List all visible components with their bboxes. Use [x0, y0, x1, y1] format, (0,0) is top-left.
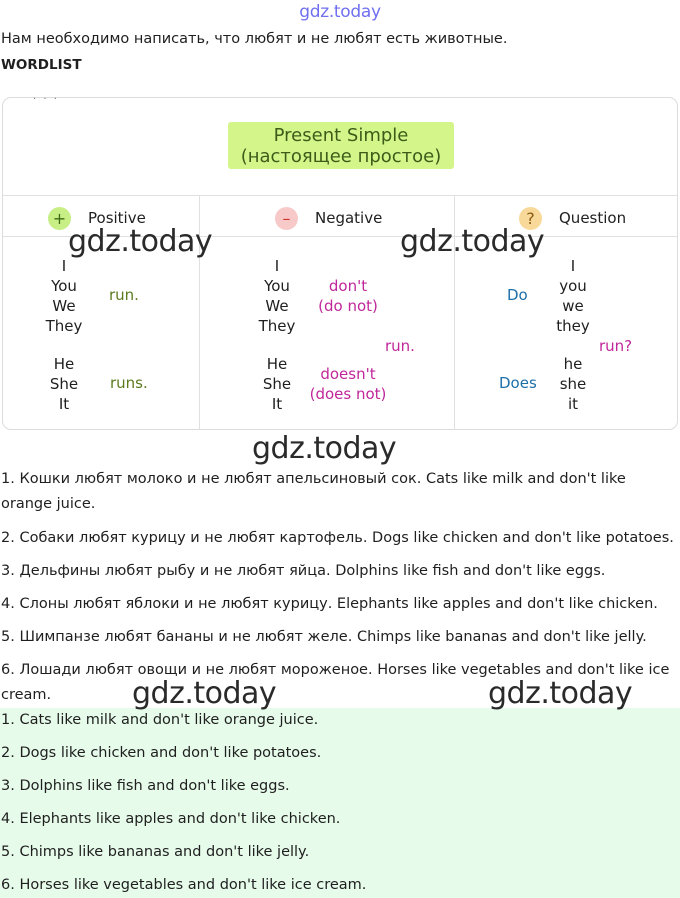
answer-line: 2. Dogs like chicken and don't like potatoes. — [1, 745, 322, 761]
watermark: gdz.today — [488, 676, 633, 711]
pronoun: I — [61, 257, 67, 275]
pronoun: we — [562, 297, 584, 315]
verb-run-question: run? — [599, 337, 633, 355]
aux-doesnt-short: doesn't — [320, 365, 376, 383]
question-label: Question — [559, 209, 627, 227]
pronoun: She — [49, 375, 79, 393]
exercise-line: 1. Кошки любят молоко и не любят апельсиновый сок. Cats like milk and don't like orange juice. — [1, 471, 626, 512]
verb-run: run. — [385, 337, 415, 355]
pronoun: I — [274, 257, 280, 275]
pronoun: you — [559, 277, 587, 295]
exercise-line: 6. Лошади любят овощи и не любят мороженое. Horses like vegetables and don't like ice cream. — [1, 662, 670, 703]
verb-run: run. — [109, 286, 139, 304]
pronoun: We — [52, 297, 76, 315]
watermark: gdz.today — [252, 431, 397, 466]
pronoun: He — [266, 355, 288, 373]
watermark: gdz.today — [132, 676, 277, 711]
grammar-title — [228, 122, 454, 169]
positive-label: Positive — [88, 209, 146, 227]
exercise-line: 4. Слоны любят яблоки и не любят курицу. Elephants like apples and don't like chicken. — [1, 596, 658, 612]
minus-icon: – — [275, 207, 298, 230]
site-header[interactable]: gdz.today — [299, 2, 381, 22]
pronoun: We — [265, 297, 289, 315]
grammar-card — [2, 94, 678, 430]
pronoun: You — [264, 277, 290, 295]
answer-line: 1. Cats like milk and don't like orange juice. — [1, 712, 319, 728]
answer-line: 5. Chimps like bananas and don't like jelly. — [1, 844, 310, 860]
intro-text: Нам необходимо написать, что любят и не любят есть животные. — [1, 31, 508, 47]
plus-icon: + — [48, 207, 71, 230]
question-icon: ? — [519, 207, 542, 230]
pronoun: They — [258, 317, 296, 335]
negative-header — [275, 206, 382, 230]
aux-doesnt-full: (does not) — [309, 385, 387, 403]
grammar-title-line1: Present Simple — [273, 125, 409, 146]
aux-doesnt — [303, 364, 393, 404]
pronoun: She — [262, 375, 292, 393]
answers-block — [0, 708, 680, 898]
aux-dont — [308, 276, 388, 316]
watermark: gdz.today — [68, 224, 213, 259]
verb-runs: runs. — [110, 374, 148, 392]
pronoun: he — [563, 355, 583, 373]
pronoun: It — [58, 395, 70, 413]
aux-do: Do — [507, 286, 528, 304]
watermark: gdz.today — [400, 224, 545, 259]
pronoun: They — [45, 317, 83, 335]
answer-line: 6. Horses like vegetables and don't like ice cream. — [1, 877, 367, 893]
answer-line: 4. Elephants like apples and don't like chicken. — [1, 811, 341, 827]
pronoun: You — [51, 277, 77, 295]
aux-does: Does — [499, 374, 537, 392]
card-dots: · · · — [33, 94, 59, 105]
exercise-line: 3. Дельфины любят рыбу и не любят яйца. Dolphins like fish and don't like eggs. — [1, 563, 606, 579]
pronoun: It — [271, 395, 283, 413]
answer-line: 3. Dolphins like fish and don't like eggs. — [1, 778, 290, 794]
exercise-line: 5. Шимпанзе любят бананы и не любят желе. Chimps like bananas and don't like jelly. — [1, 629, 647, 645]
pronoun: she — [559, 375, 587, 393]
aux-dont-short: don't — [328, 277, 368, 295]
exercise-line: 2. Собаки любят курицу и не любят картофель. Dogs like chicken and don't like potatoes. — [1, 530, 674, 546]
negative-label: Negative — [315, 209, 383, 227]
pronoun: I — [570, 257, 576, 275]
pronoun: it — [567, 395, 579, 413]
table-divider — [3, 195, 677, 196]
aux-dont-full: (do not) — [318, 297, 378, 315]
grammar-title-line2: (настоящее простое) — [240, 146, 442, 167]
pronoun: He — [53, 355, 75, 373]
pronoun: they — [556, 317, 590, 335]
wordlist-heading: WORDLIST — [1, 57, 82, 73]
